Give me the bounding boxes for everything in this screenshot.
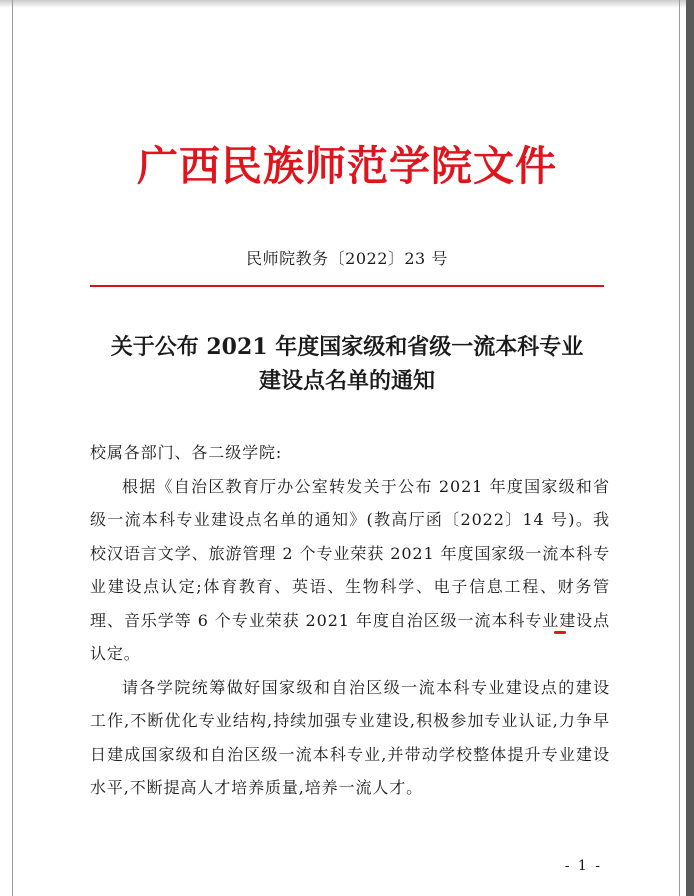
red-separator-line (90, 285, 604, 287)
page-right-edge (686, 0, 694, 896)
paragraph-1-text-b: 、音乐学等 6 个专业荣获 2021 年度自治区级一流本科专业建设点认定。 (90, 610, 611, 663)
salutation: 校属各部门、各二级学院: (90, 443, 283, 462)
notice-title-line-1: 关于公布 2021 年度国家级和省级一流本科专业 (110, 334, 584, 360)
notice-title (70, 330, 624, 398)
page-number: - 1 - (564, 858, 602, 874)
paragraph-2: 请各学院统筹做好国家级和自治区级一流本科专业建设点的建设工作,不断优化专业结构,持续加强专业建设,积极参加专业认证,力争早日建成国家级和自治区级一流本科专业,并带动学校整体提升专业建设水平,不断提高人才培养质量,培养一流人才。 (90, 677, 610, 797)
notice-title-line-2: 建设点名单的通知 (258, 368, 435, 394)
document-number: 民师院教务〔2022〕23 号 (246, 249, 448, 268)
highlighted-phrase: 财务管理 (90, 577, 610, 630)
notice-body (90, 436, 610, 805)
paragraph-1-text-a: 根据《自治区教育厅办公室转发关于公布 2021 年度国家级和省级一流本科专业建设点名单的通知》(教高厅函〔2022〕14 号)。我校汉语言文学、旅游管理 2 个专业荣获 2021 年度国家级一流本科专业建设点认定;体育教育、英语、生物科学、电子信息工程、 (90, 476, 610, 596)
paragraph-1 (90, 470, 610, 671)
document-issuer-title: 广西民族师范学院文件 (137, 142, 557, 190)
